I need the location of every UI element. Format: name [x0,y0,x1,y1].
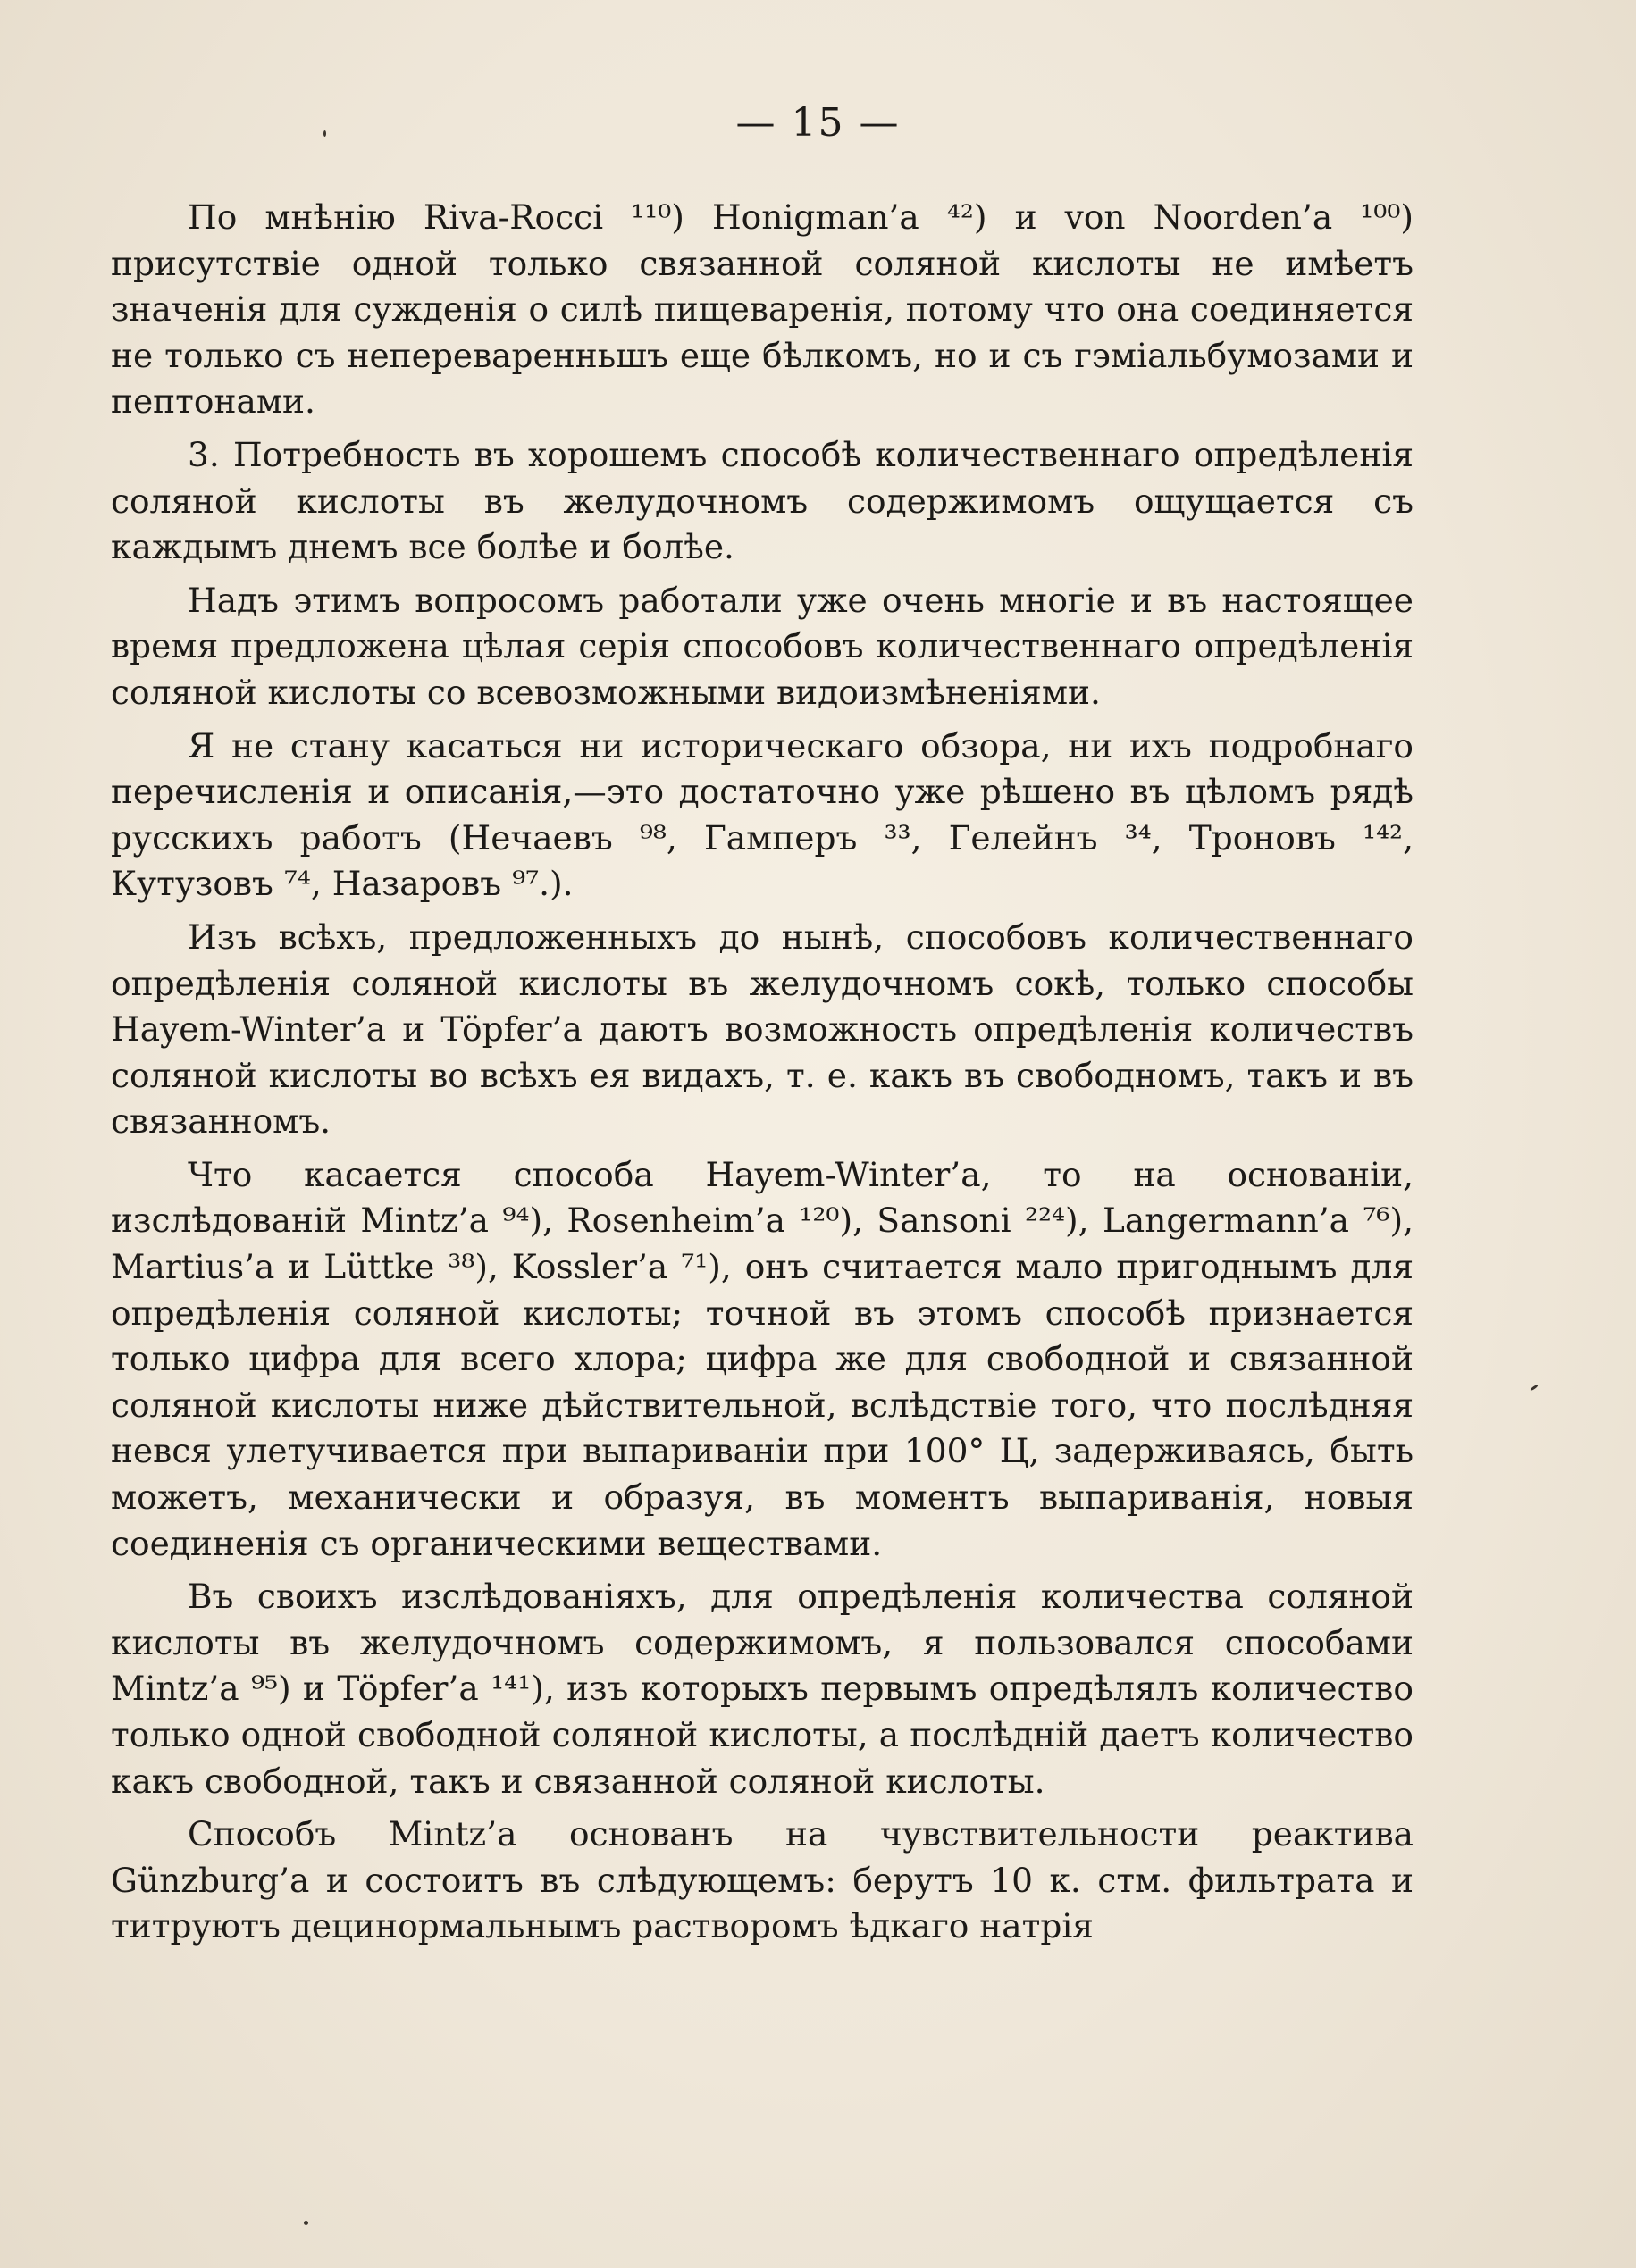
paragraph-1: По мнѣнію Riva-Rocci ¹¹⁰) Honigman’a ⁴²) и von Noorden’a ¹⁰⁰) присутствіе одной только связанной соляной кислоты не имѣетъ значенія для сужденія о силѣ пищеваренія, потому что она соединяется не только съ непереваренньшъ еще бѣлкомъ, но и съ гэміальбумозами и пептонами. [111,197,1414,422]
paragraph-7: Въ своихъ изслѣдованіяхъ, для опредѣленія количества соляной кислоты въ желудочномъ содержимомъ, я пользовался способами Mintz’a ⁹⁵) и Töpfer’a ¹⁴¹), изъ которыхъ первымъ опредѣлялъ количество только одной свободной соляной кислоты, а послѣдній даетъ количество какъ свободной, такъ и связанной соляной кислоты. [111,1577,1414,1801]
print-speck [1530,1384,1539,1391]
print-speck [323,130,326,137]
paragraph-8: Способъ Mintz’a основанъ на чувствительности реактива Günzburg’a и состоитъ въ слѣдующемъ: берутъ 10 к. стм. фильтрата и титруютъ децинормальнымъ растворомъ ѣдкаго натрія [111,1814,1414,1946]
body-text [111,195,1414,1950]
paragraph-4: Я не стану касаться ни историческаго обзора, ни ихъ подробнаго перечисленія и описанія,—это достаточно уже рѣшено въ цѣломъ рядѣ русскихъ работъ (Нечаевъ ⁹⁸, Гамперъ ³³, Гелейнъ ³⁴, Троновъ ¹⁴², Кутузовъ ⁷⁴, Назаровъ ⁹⁷.). [111,725,1414,904]
paragraph-5: Изъ всѣхъ, предложенныхъ до нынѣ, способовъ количественнаго опредѣленія соляной кислоты въ желудочномъ сокѣ, только способы Hayem-Winter’a и Töpfer’a даютъ возможность опредѣленія количествъ соляной кислоты во всѣхъ ея видахъ, т. е. какъ въ свободномъ, такъ и въ связанномъ. [111,916,1414,1142]
print-speck [304,2221,308,2225]
page-number: — 15 — [735,100,901,146]
paragraph-6: Что касается способа Hayem-Winter’a, то на основаніи, изслѣдованій Mintz’a ⁹⁴), Rosenheim’a ¹²⁰), Sansoni ²²⁴), Langermann’a ⁷⁶), Martius’a и Lüttke ³⁸), Kossler’a ⁷¹), онъ считается мало пригоднымъ для опредѣленія соляной кислоты; точной въ этомъ способѣ признается только цифра для всего хлора; цифра же для свободной и связанной соляной кислоты ниже дѣйствительной, вслѣдствіе того, что послѣдняя невся улетучивается при выпариваніи при 100° Ц, задерживаясь, быть можетъ, механически и образуя, въ моментъ выпариванія, новыя соединенія съ органическими веществами. [111,1154,1414,1563]
paragraph-3: Надъ этимъ вопросомъ работали уже очень многіе и въ настоящее время предложена цѣлая серія способовъ количественнаго опредѣленія соляной кислоты со всевозможными видоизмѣненіями. [111,580,1414,712]
paragraph-2: 3. Потребность въ хорошемъ способѣ количественнаго опредѣленія соляной кислоты въ желудочномъ содержимомъ ощущается съ каждымъ днемъ все болѣе и болѣе. [111,434,1414,567]
